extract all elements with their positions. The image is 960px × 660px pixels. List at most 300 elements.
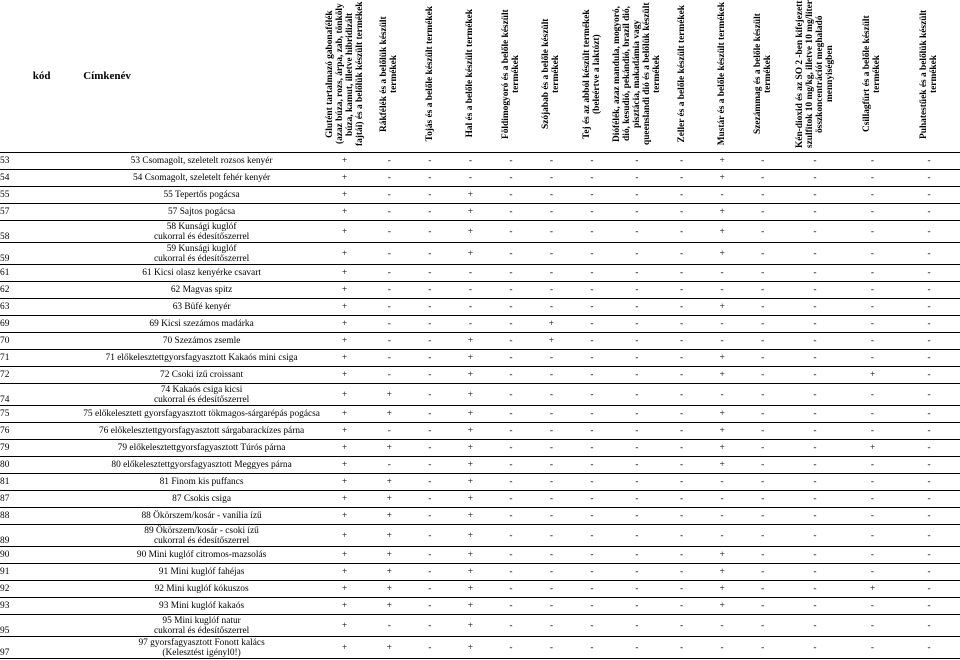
allergen-mark-cell: - xyxy=(572,187,613,204)
allergen-mark-cell: - xyxy=(612,299,661,316)
allergen-mark-cell: + xyxy=(702,350,743,367)
allergen-mark-cell: - xyxy=(847,525,898,547)
allergen-mark-cell: - xyxy=(661,615,702,637)
product-code-cell: 63 xyxy=(0,299,83,316)
allergen-mark-cell: - xyxy=(612,170,661,187)
allergen-mark-cell: - xyxy=(702,333,743,350)
allergen-mark-cell: - xyxy=(410,508,451,525)
allergen-mark-cell: + xyxy=(320,406,369,423)
allergen-mark-cell: + xyxy=(847,440,898,457)
allergen-mark-cell: - xyxy=(491,384,532,406)
allergen-header-text: Szójabab és a belőle készült termékek xyxy=(541,18,562,129)
allergen-header-text: Földimogyoró és a belőle készült termékek xyxy=(500,8,521,139)
allergen-mark-cell: - xyxy=(612,367,661,384)
allergen-mark-cell: - xyxy=(450,282,491,299)
allergen-mark-cell: - xyxy=(661,333,702,350)
allergen-mark-cell: - xyxy=(531,581,572,598)
allergen-mark-cell: - xyxy=(410,384,451,406)
allergen-mark-cell: - xyxy=(898,423,960,440)
allergen-mark-cell: - xyxy=(661,491,702,508)
allergen-header-text: Puhatestűek és a belőlük készült termékek xyxy=(919,8,940,139)
allergen-mark-cell: - xyxy=(410,243,451,265)
allergen-mark-cell: - xyxy=(783,406,847,423)
allergen-mark-cell: - xyxy=(450,299,491,316)
column-header-code: kód xyxy=(0,0,83,153)
allergen-mark-cell: + xyxy=(702,457,743,474)
product-code-cell: 81 xyxy=(0,474,83,491)
allergen-mark-cell: - xyxy=(898,170,960,187)
allergen-mark-cell: + xyxy=(320,316,369,333)
table-row xyxy=(0,637,960,659)
allergen-mark-cell: + xyxy=(847,367,898,384)
allergen-mark-cell: - xyxy=(702,265,743,282)
allergen-mark-cell: - xyxy=(531,525,572,547)
allergen-mark-cell: - xyxy=(847,615,898,637)
allergen-mark-cell: - xyxy=(369,457,410,474)
allergen-mark-cell: - xyxy=(410,367,451,384)
allergen-mark-cell: + xyxy=(369,598,410,615)
allergen-mark-cell: - xyxy=(898,367,960,384)
allergen-mark-cell: - xyxy=(702,615,743,637)
product-code-cell: 57 xyxy=(0,204,83,221)
allergen-mark-cell: - xyxy=(898,204,960,221)
allergen-mark-cell: - xyxy=(898,564,960,581)
product-label-cell: 80 előkelesztettgyorsfagyasztott Meggyes párna xyxy=(83,457,320,474)
allergen-mark-cell: - xyxy=(531,350,572,367)
product-label-cell: 63 Büfé kenyér xyxy=(83,299,320,316)
product-label-cell: 53 Csomagolt, szeletelt rozsos kenyér xyxy=(83,153,320,170)
product-label-cell: 81 Finom kis puffancs xyxy=(83,474,320,491)
allergen-mark-cell: - xyxy=(702,316,743,333)
allergen-mark-cell: - xyxy=(612,564,661,581)
table-row xyxy=(0,243,960,265)
allergen-mark-cell: + xyxy=(320,204,369,221)
allergen-mark-cell: - xyxy=(742,153,783,170)
allergen-mark-cell: + xyxy=(450,367,491,384)
allergen-mark-cell: - xyxy=(661,243,702,265)
allergen-mark-cell: - xyxy=(661,564,702,581)
allergen-mark-cell: - xyxy=(612,440,661,457)
allergen-mark-cell: - xyxy=(572,316,613,333)
allergen-mark-cell: - xyxy=(612,350,661,367)
allergen-mark-cell: + xyxy=(450,457,491,474)
allergen-mark-cell: - xyxy=(491,406,532,423)
table-row xyxy=(0,508,960,525)
allergen-mark-cell: - xyxy=(572,525,613,547)
allergen-mark-cell: + xyxy=(320,350,369,367)
allergen-mark-cell: + xyxy=(320,491,369,508)
allergen-mark-cell: - xyxy=(612,316,661,333)
allergen-mark-cell: - xyxy=(369,187,410,204)
allergen-mark-cell: + xyxy=(702,547,743,564)
allergen-mark-cell: - xyxy=(531,170,572,187)
allergen-mark-cell: - xyxy=(898,474,960,491)
allergen-mark-cell: + xyxy=(320,457,369,474)
table-row xyxy=(0,333,960,350)
allergen-header-text: Hal és a belőle készült termékek xyxy=(465,9,476,138)
allergen-mark-cell: - xyxy=(531,440,572,457)
allergen-mark-cell: + xyxy=(531,316,572,333)
product-code-cell: 61 xyxy=(0,265,83,282)
allergen-mark-cell: + xyxy=(320,615,369,637)
product-code-cell: 92 xyxy=(0,581,83,598)
allergen-mark-cell: + xyxy=(450,440,491,457)
allergen-mark-cell: + xyxy=(702,243,743,265)
allergen-mark-cell: - xyxy=(898,265,960,282)
allergen-mark-cell: - xyxy=(491,299,532,316)
allergen-mark-cell: - xyxy=(661,265,702,282)
allergen-mark-cell: - xyxy=(783,299,847,316)
allergen-mark-cell: - xyxy=(531,299,572,316)
allergen-mark-cell: - xyxy=(410,265,451,282)
allergen-mark-cell: - xyxy=(531,615,572,637)
product-code-cell: 80 xyxy=(0,457,83,474)
allergen-mark-cell: - xyxy=(572,367,613,384)
allergen-mark-cell: + xyxy=(320,637,369,659)
allergen-mark-cell: - xyxy=(531,221,572,243)
allergen-mark-cell: - xyxy=(898,598,960,615)
allergen-mark-cell: - xyxy=(847,243,898,265)
product-code-cell: 72 xyxy=(0,367,83,384)
allergen-mark-cell: - xyxy=(661,170,702,187)
allergen-mark-cell: - xyxy=(847,221,898,243)
allergen-mark-cell: - xyxy=(742,282,783,299)
allergen-mark-cell: - xyxy=(898,491,960,508)
allergen-mark-cell: - xyxy=(898,615,960,637)
allergen-mark-cell: - xyxy=(783,637,847,659)
allergen-mark-cell: - xyxy=(491,440,532,457)
allergen-mark-cell: - xyxy=(702,491,743,508)
allergen-mark-cell: - xyxy=(742,204,783,221)
table-row xyxy=(0,204,960,221)
allergen-mark-cell: + xyxy=(702,581,743,598)
allergen-mark-cell: - xyxy=(531,265,572,282)
allergen-mark-cell: - xyxy=(572,615,613,637)
allergen-mark-cell: - xyxy=(661,508,702,525)
allergen-mark-cell: + xyxy=(320,598,369,615)
column-header-allergen xyxy=(450,0,491,153)
allergen-mark-cell: - xyxy=(410,547,451,564)
allergen-mark-cell: + xyxy=(320,299,369,316)
allergen-mark-cell: + xyxy=(320,282,369,299)
allergen-mark-cell: - xyxy=(742,333,783,350)
table-row xyxy=(0,316,960,333)
allergen-mark-cell: + xyxy=(450,204,491,221)
allergen-mark-cell: + xyxy=(702,367,743,384)
allergen-mark-cell: - xyxy=(783,316,847,333)
allergen-mark-cell: - xyxy=(898,547,960,564)
allergen-mark-cell: - xyxy=(572,637,613,659)
allergen-mark-cell: + xyxy=(450,491,491,508)
allergen-mark-cell: + xyxy=(847,581,898,598)
table-body xyxy=(0,153,960,659)
allergen-mark-cell: + xyxy=(320,581,369,598)
allergen-mark-cell: - xyxy=(410,598,451,615)
allergen-mark-cell: + xyxy=(450,508,491,525)
allergen-mark-cell: - xyxy=(531,508,572,525)
allergen-mark-cell: - xyxy=(491,423,532,440)
allergen-mark-cell: - xyxy=(612,406,661,423)
allergen-mark-cell: - xyxy=(783,598,847,615)
allergen-mark-cell: + xyxy=(320,508,369,525)
column-header-allergen xyxy=(702,0,743,153)
allergen-mark-cell: + xyxy=(450,384,491,406)
allergen-mark-cell: - xyxy=(369,221,410,243)
allergen-mark-cell: - xyxy=(742,598,783,615)
allergen-mark-cell: - xyxy=(531,547,572,564)
column-header-allergen xyxy=(783,0,847,153)
allergen-mark-cell: - xyxy=(369,316,410,333)
allergen-mark-cell: - xyxy=(661,406,702,423)
allergen-mark-cell: - xyxy=(572,598,613,615)
allergen-mark-cell: - xyxy=(847,299,898,316)
product-label-cell: 72 Csoki ízű croissant xyxy=(83,367,320,384)
allergen-mark-cell: + xyxy=(320,333,369,350)
allergen-mark-cell: + xyxy=(320,243,369,265)
allergen-mark-cell: - xyxy=(410,581,451,598)
product-label-cell: 70 Szezámos zsemle xyxy=(83,333,320,350)
product-code-cell: 69 xyxy=(0,316,83,333)
table-row xyxy=(0,350,960,367)
allergen-mark-cell: - xyxy=(847,350,898,367)
allergen-mark-cell: + xyxy=(320,423,369,440)
allergen-mark-cell: + xyxy=(702,440,743,457)
table-row xyxy=(0,221,960,243)
allergen-mark-cell: + xyxy=(369,491,410,508)
allergen-mark-cell: - xyxy=(847,423,898,440)
allergen-mark-cell: - xyxy=(410,187,451,204)
product-code-cell: 62 xyxy=(0,282,83,299)
allergen-mark-cell: - xyxy=(491,316,532,333)
product-label-cell: 69 Kicsi szezámos madárka xyxy=(83,316,320,333)
allergen-mark-cell: + xyxy=(450,423,491,440)
table-row xyxy=(0,170,960,187)
allergen-mark-cell: - xyxy=(742,243,783,265)
allergen-mark-cell: - xyxy=(491,243,532,265)
allergen-mark-cell: - xyxy=(369,265,410,282)
allergen-mark-cell: - xyxy=(491,221,532,243)
allergen-header-text: Csillagfürt és a belőle készült termékek xyxy=(862,15,883,132)
allergen-mark-cell: - xyxy=(531,153,572,170)
allergen-mark-cell: - xyxy=(898,187,960,204)
allergen-mark-cell: - xyxy=(783,187,847,204)
allergen-mark-cell: - xyxy=(898,221,960,243)
allergen-mark-cell: - xyxy=(783,423,847,440)
allergen-mark-cell: + xyxy=(320,265,369,282)
allergen-mark-cell: - xyxy=(369,367,410,384)
allergen-mark-cell: - xyxy=(702,525,743,547)
product-label-cell: 95 Mini kuglóf natur cukorral és édesítőszerrel xyxy=(83,615,320,637)
allergen-mark-cell: - xyxy=(531,406,572,423)
allergen-mark-cell: - xyxy=(742,525,783,547)
allergen-mark-cell: - xyxy=(661,299,702,316)
allergen-mark-cell: - xyxy=(572,508,613,525)
allergen-mark-cell: - xyxy=(410,637,451,659)
allergen-mark-cell: - xyxy=(783,153,847,170)
product-label-cell: 91 Mini kuglóf fahéjas xyxy=(83,564,320,581)
allergen-mark-cell: - xyxy=(612,282,661,299)
product-code-cell: 59 xyxy=(0,243,83,265)
allergen-mark-cell: - xyxy=(783,508,847,525)
table-row xyxy=(0,474,960,491)
allergen-mark-cell: - xyxy=(783,204,847,221)
allergen-mark-cell: - xyxy=(531,187,572,204)
allergen-mark-cell: - xyxy=(572,282,613,299)
allergen-mark-cell: - xyxy=(572,423,613,440)
allergen-mark-cell: + xyxy=(450,598,491,615)
allergen-mark-cell: - xyxy=(661,547,702,564)
allergen-header-text: Kén-dioxid és az SO 2 -ben kifejezett szulfitok 10 mg/kg, illetve 10 mg/liter összkoncentrációt meghaladó mennyiségben xyxy=(794,0,835,148)
allergen-mark-cell: + xyxy=(320,474,369,491)
allergen-mark-cell: - xyxy=(572,384,613,406)
product-code-cell: 75 xyxy=(0,406,83,423)
allergen-mark-cell: - xyxy=(742,474,783,491)
allergen-mark-cell: - xyxy=(612,423,661,440)
allergen-mark-cell: - xyxy=(783,457,847,474)
allergen-mark-cell: + xyxy=(320,547,369,564)
allergen-mark-cell: - xyxy=(783,525,847,547)
product-label-cell: 71 előkelesztettgyorsfagyasztott Kakaós mini csiga xyxy=(83,350,320,367)
table-row xyxy=(0,187,960,204)
allergen-mark-cell: - xyxy=(847,282,898,299)
allergen-mark-cell: - xyxy=(612,637,661,659)
allergen-mark-cell: - xyxy=(531,637,572,659)
product-label-cell: 79 előkelesztettgyorsfagyasztott Túrós párna xyxy=(83,440,320,457)
allergen-mark-cell: - xyxy=(661,350,702,367)
allergen-mark-cell: - xyxy=(572,299,613,316)
table-row xyxy=(0,384,960,406)
allergen-mark-cell: - xyxy=(742,615,783,637)
column-header-allergen xyxy=(612,0,661,153)
allergen-mark-cell: - xyxy=(531,243,572,265)
allergen-mark-cell: - xyxy=(612,221,661,243)
table-row xyxy=(0,153,960,170)
allergen-mark-cell: - xyxy=(612,187,661,204)
allergen-mark-cell: - xyxy=(742,367,783,384)
allergen-mark-cell: - xyxy=(847,406,898,423)
product-code-cell: 89 xyxy=(0,525,83,547)
allergen-mark-cell: - xyxy=(898,508,960,525)
allergen-mark-cell: + xyxy=(450,187,491,204)
allergen-mark-cell: - xyxy=(898,637,960,659)
allergen-mark-cell: - xyxy=(742,508,783,525)
allergen-mark-cell: - xyxy=(847,153,898,170)
product-code-cell: 97 xyxy=(0,637,83,659)
allergen-mark-cell: + xyxy=(702,153,743,170)
allergen-mark-cell: + xyxy=(320,170,369,187)
allergen-mark-cell: - xyxy=(847,598,898,615)
allergen-mark-cell: - xyxy=(661,187,702,204)
allergen-mark-cell: - xyxy=(702,282,743,299)
table-row xyxy=(0,406,960,423)
allergen-mark-cell: - xyxy=(847,637,898,659)
allergen-mark-cell: - xyxy=(661,153,702,170)
product-label-cell: 87 Csokis csiga xyxy=(83,491,320,508)
allergen-mark-cell: - xyxy=(742,299,783,316)
allergen-mark-cell: - xyxy=(450,153,491,170)
allergen-mark-cell: - xyxy=(612,333,661,350)
product-code-cell: 93 xyxy=(0,598,83,615)
product-code-cell: 90 xyxy=(0,547,83,564)
allergen-mark-cell: - xyxy=(612,581,661,598)
allergen-mark-cell: - xyxy=(898,457,960,474)
allergen-mark-cell: - xyxy=(742,170,783,187)
product-code-cell: 54 xyxy=(0,170,83,187)
allergen-mark-cell: - xyxy=(491,282,532,299)
allergen-mark-cell: - xyxy=(369,423,410,440)
allergen-mark-cell: + xyxy=(369,508,410,525)
allergen-mark-cell: - xyxy=(742,221,783,243)
table-row xyxy=(0,282,960,299)
product-code-cell: 88 xyxy=(0,508,83,525)
allergen-mark-cell: - xyxy=(783,615,847,637)
allergen-mark-cell: - xyxy=(410,440,451,457)
allergen-mark-cell: - xyxy=(661,316,702,333)
allergen-mark-cell: - xyxy=(847,333,898,350)
table-row xyxy=(0,457,960,474)
table-row xyxy=(0,547,960,564)
product-label-cell: 93 Mini kuglóf kakaós xyxy=(83,598,320,615)
allergen-mark-cell: - xyxy=(410,491,451,508)
allergen-header-text: Glutént tartalmazó gabonafélék (azaz búza, rozs, árpa, zab, tönköly búza, kamut, illetve hibridizált fajtái) és a belőlük készült termékek xyxy=(324,1,365,146)
allergen-mark-cell: - xyxy=(369,350,410,367)
allergen-mark-cell: - xyxy=(410,153,451,170)
allergen-header-text: Zeller és a belőle készült termékek xyxy=(676,4,687,143)
allergen-mark-cell: - xyxy=(612,491,661,508)
allergen-mark-cell: - xyxy=(491,525,532,547)
product-code-cell: 70 xyxy=(0,333,83,350)
allergen-mark-cell: - xyxy=(612,243,661,265)
allergen-mark-cell: - xyxy=(369,153,410,170)
allergen-mark-cell: - xyxy=(661,637,702,659)
allergen-mark-cell: - xyxy=(661,204,702,221)
column-header-allergen xyxy=(847,0,898,153)
allergen-header-text: Tej és az abból készült termékek (beleértve a laktózt) xyxy=(581,8,602,139)
allergen-mark-cell: + xyxy=(369,406,410,423)
allergen-mark-cell: - xyxy=(661,440,702,457)
allergen-mark-cell: - xyxy=(410,474,451,491)
product-code-cell: 55 xyxy=(0,187,83,204)
allergen-mark-cell: - xyxy=(898,581,960,598)
product-label-cell: 75 előkelesztett gyorsfagyasztott tökmagos-sárgarépás pogácsa xyxy=(83,406,320,423)
allergen-mark-cell: + xyxy=(320,367,369,384)
allergen-mark-cell: - xyxy=(898,406,960,423)
allergen-mark-cell: - xyxy=(847,457,898,474)
allergen-mark-cell: + xyxy=(320,564,369,581)
table-row xyxy=(0,564,960,581)
allergen-mark-cell: - xyxy=(742,581,783,598)
table-row xyxy=(0,581,960,598)
allergen-mark-cell: - xyxy=(898,282,960,299)
allergen-mark-cell: - xyxy=(572,457,613,474)
allergen-mark-cell: - xyxy=(742,423,783,440)
product-label-cell: 57 Sajtos pogácsa xyxy=(83,204,320,221)
allergen-header-text: Diófélék, azaz mandula, mogyoró, dió, kesudió, pekándió, brazil dió, pisztácia, makadámia vagy queenslandi dió és a belőlük készült termékek xyxy=(612,2,663,145)
allergen-mark-cell: - xyxy=(491,204,532,221)
allergen-mark-cell: - xyxy=(491,350,532,367)
allergen-mark-cell: - xyxy=(847,508,898,525)
allergen-mark-cell: - xyxy=(531,491,572,508)
allergen-mark-cell: - xyxy=(410,423,451,440)
allergen-mark-cell: - xyxy=(369,615,410,637)
allergen-mark-cell: - xyxy=(783,581,847,598)
allergen-mark-cell: - xyxy=(491,474,532,491)
allergen-mark-cell: + xyxy=(450,221,491,243)
allergen-mark-cell: - xyxy=(898,350,960,367)
allergen-mark-cell: + xyxy=(702,170,743,187)
allergen-mark-cell: - xyxy=(898,333,960,350)
allergen-mark-cell: - xyxy=(531,384,572,406)
